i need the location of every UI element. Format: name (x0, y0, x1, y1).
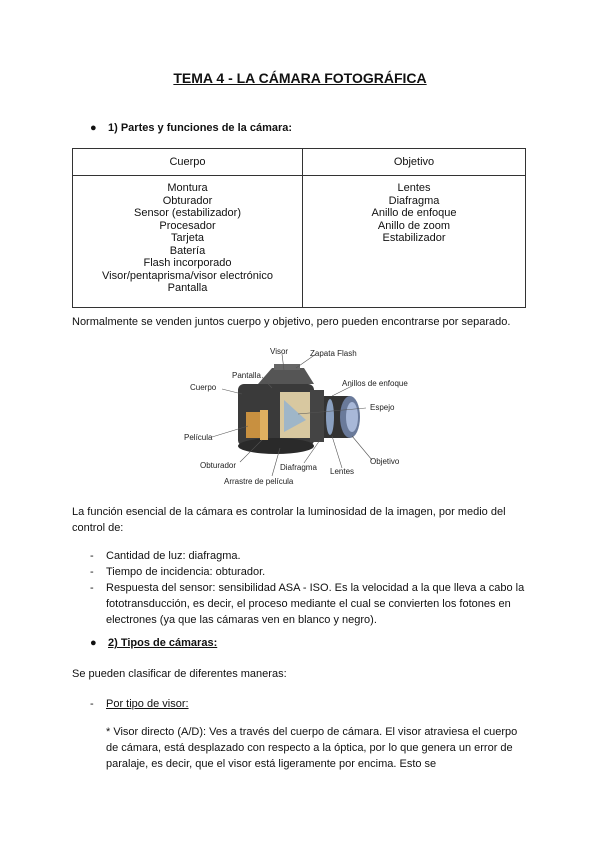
camera-diagram (180, 342, 420, 490)
list-item: Obturador (162, 194, 213, 207)
list-item: Pantalla (167, 282, 208, 294)
label-arrastre: Arrastre de película (224, 477, 294, 486)
list-item: - Respuesta del sensor: sensibilidad ASA - ISO. Es la velocidad a la que lleva a cabo la fototransducción, es decir, el proceso mediante el cual se convierten los fotones en electrones (ya que las cámaras ven en blanco y negro). (72, 580, 528, 628)
list-item: Visor/pentaprisma/visor electrónico (102, 269, 273, 282)
header-objetivo: Objetivo (303, 149, 526, 176)
label-anillos: Anillos de enfoque (342, 379, 408, 388)
list-item: Montura (167, 182, 208, 194)
paragraph-funcion: La función esencial de la cámara es controlar la luminosidad de la imagen, por medio del control de: (72, 506, 506, 534)
tipo-list (72, 696, 528, 712)
label-obturador: Obturador (200, 461, 237, 470)
controls-list (72, 548, 528, 628)
section-heading-1: ● 1) Partes y funciones de la cámara: (90, 122, 293, 134)
list-item: Diafragma (388, 194, 440, 207)
list-item: Procesador (159, 219, 216, 232)
label-espejo: Espejo (370, 403, 395, 412)
label-pelicula: Película (184, 433, 213, 442)
cuerpo-list (73, 176, 303, 308)
list-item: Batería (169, 244, 206, 257)
paragraph-separados: Normalmente se venden juntos cuerpo y objetivo, pero pueden encontrarse por separado. (72, 316, 511, 328)
page-title: TEMA 4 - LA CÁMARA FOTOGRÁFICA (173, 70, 427, 86)
label-objetivo: Objetivo (370, 457, 400, 466)
list-item: Tarjeta (170, 232, 205, 244)
list-item: - Cantidad de luz: diafragma. (72, 548, 528, 564)
label-visor: Visor (270, 347, 289, 356)
label-pantalla: Pantalla (232, 371, 261, 380)
objetivo-list (303, 176, 526, 308)
paragraph-visor-directo: * Visor directo (A/D): Ves a través del cuerpo de cámara. El visor atraviesa el cuerpo de cámara, está desplazado con respecto a la óptica, por lo que genera un error de paralaje, es decir, que el visor está ligeramente por encima. Esto se (106, 726, 518, 770)
paragraph-clasificar: Se pueden clasificar de diferentes maneras: (72, 668, 287, 680)
label-lentes: Lentes (330, 467, 355, 476)
list-item: - Por tipo de visor: (72, 696, 528, 712)
list-item: Lentes (397, 182, 431, 194)
list-item: Flash incorporado (143, 257, 232, 269)
label-zapata: Zapata Flash (310, 349, 357, 358)
section-heading-2: ● 2) Tipos de cámaras: (90, 637, 218, 649)
list-item: - Tiempo de incidencia: obturador. (72, 564, 528, 580)
header-cuerpo: Cuerpo (73, 149, 303, 176)
list-item: Anillo de zoom (377, 219, 451, 232)
list-item: Sensor (estabilizador) (134, 207, 241, 219)
parts-table (72, 148, 526, 308)
label-diafragma: Diafragma (280, 463, 317, 472)
label-cuerpo: Cuerpo (190, 383, 217, 392)
film-shape (246, 412, 260, 438)
list-item: Anillo de enfoque (371, 207, 457, 219)
list-item: Estabilizador (382, 232, 446, 244)
